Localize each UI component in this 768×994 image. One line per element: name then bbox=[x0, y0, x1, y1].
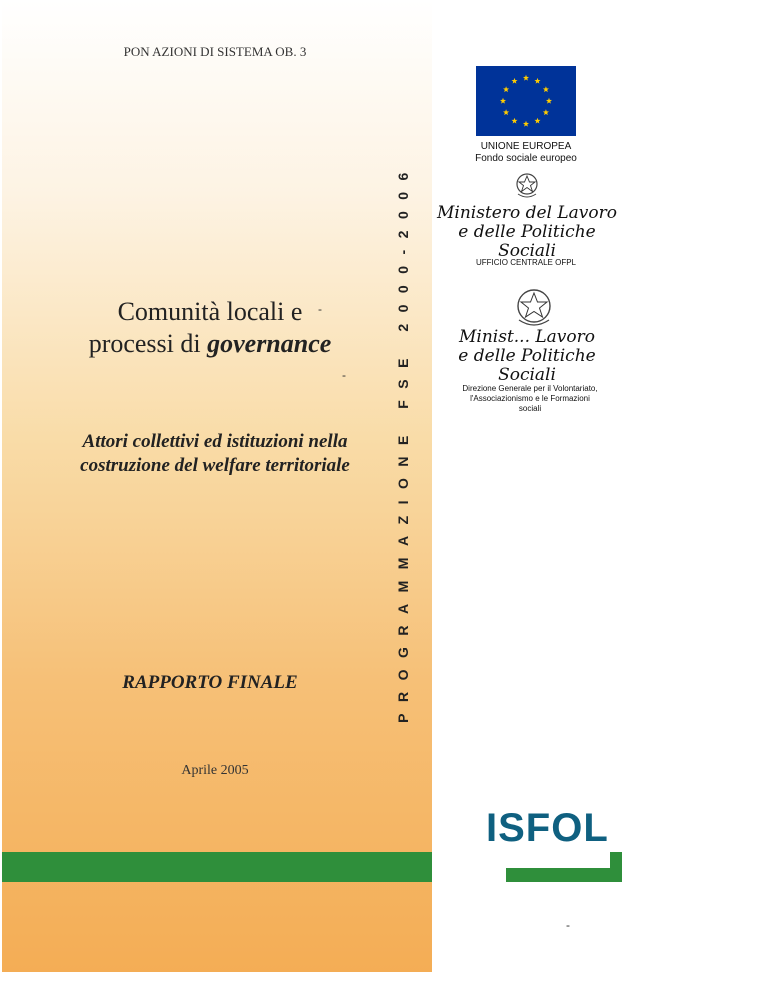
ministry-1-line1: Ministero del Lavoro bbox=[436, 203, 618, 223]
eu-star-icon bbox=[511, 118, 517, 124]
cover-date: Aprile 2005 bbox=[181, 763, 249, 778]
eu-star-icon bbox=[500, 98, 506, 104]
title-line-2-prefix: processi di bbox=[88, 329, 208, 358]
ministry-logo-2 bbox=[432, 328, 622, 385]
stray-mark: - bbox=[342, 368, 346, 382]
italian-emblem-large-icon bbox=[514, 284, 554, 330]
cover-title bbox=[30, 296, 390, 360]
eu-star-icon bbox=[523, 75, 529, 81]
cover-subtitle: Attori collettivi ed istituzioni nella costruzione del welfare territoriale bbox=[80, 431, 350, 476]
eu-star-icon bbox=[511, 78, 517, 84]
isfol-logo-stem bbox=[610, 852, 622, 868]
ministry-1-line2: e delle Politiche Sociali bbox=[458, 222, 596, 261]
eu-star-icon bbox=[546, 98, 552, 104]
program-header: PON AZIONI DI SISTEMA OB. 3 bbox=[123, 44, 307, 59]
isfol-logo: ISFOL bbox=[486, 806, 609, 850]
green-band bbox=[2, 852, 432, 882]
eu-flag-logo bbox=[476, 66, 576, 136]
eu-star-icon bbox=[523, 121, 529, 127]
eu-star-icon bbox=[503, 86, 509, 92]
stray-mark: - bbox=[566, 918, 570, 932]
stray-mark: - bbox=[318, 302, 322, 316]
ministry-1-sub: UFFICIO CENTRALE OFPL bbox=[475, 258, 576, 267]
title-line-2 bbox=[30, 328, 390, 360]
vertical-program-band bbox=[392, 128, 414, 756]
eu-star-icon bbox=[503, 109, 509, 115]
title-line-1: Comunità locali e bbox=[117, 297, 303, 326]
report-label: RAPPORTO FINALE bbox=[122, 672, 298, 693]
eu-stars-icon bbox=[476, 66, 576, 136]
isfol-logo-band bbox=[506, 868, 622, 882]
direzione-text: Direzione Generale per il Volontariato, l'Associazionismo e le Formazioni sociali bbox=[462, 384, 598, 413]
ministry-logo-1 bbox=[432, 204, 622, 261]
eu-star-icon bbox=[543, 86, 549, 92]
ministry-2-line2: e delle Politiche Sociali bbox=[458, 346, 596, 385]
eu-caption-line2: Fondo sociale europeo bbox=[475, 153, 577, 164]
vertical-program-text: PROGRAMMAZIONE FSE 2000-2006 bbox=[395, 161, 411, 723]
ministry-2-line1: Minist... Lavoro bbox=[458, 327, 596, 347]
eu-caption bbox=[456, 141, 596, 165]
eu-star-icon bbox=[534, 118, 540, 124]
eu-caption-line1: UNIONE EUROPEA bbox=[480, 141, 572, 152]
eu-star-icon bbox=[534, 78, 540, 84]
italian-emblem-icon bbox=[514, 170, 540, 200]
eu-star-icon bbox=[543, 109, 549, 115]
cover-gradient-panel bbox=[2, 0, 432, 972]
title-governance: governance bbox=[207, 329, 332, 358]
